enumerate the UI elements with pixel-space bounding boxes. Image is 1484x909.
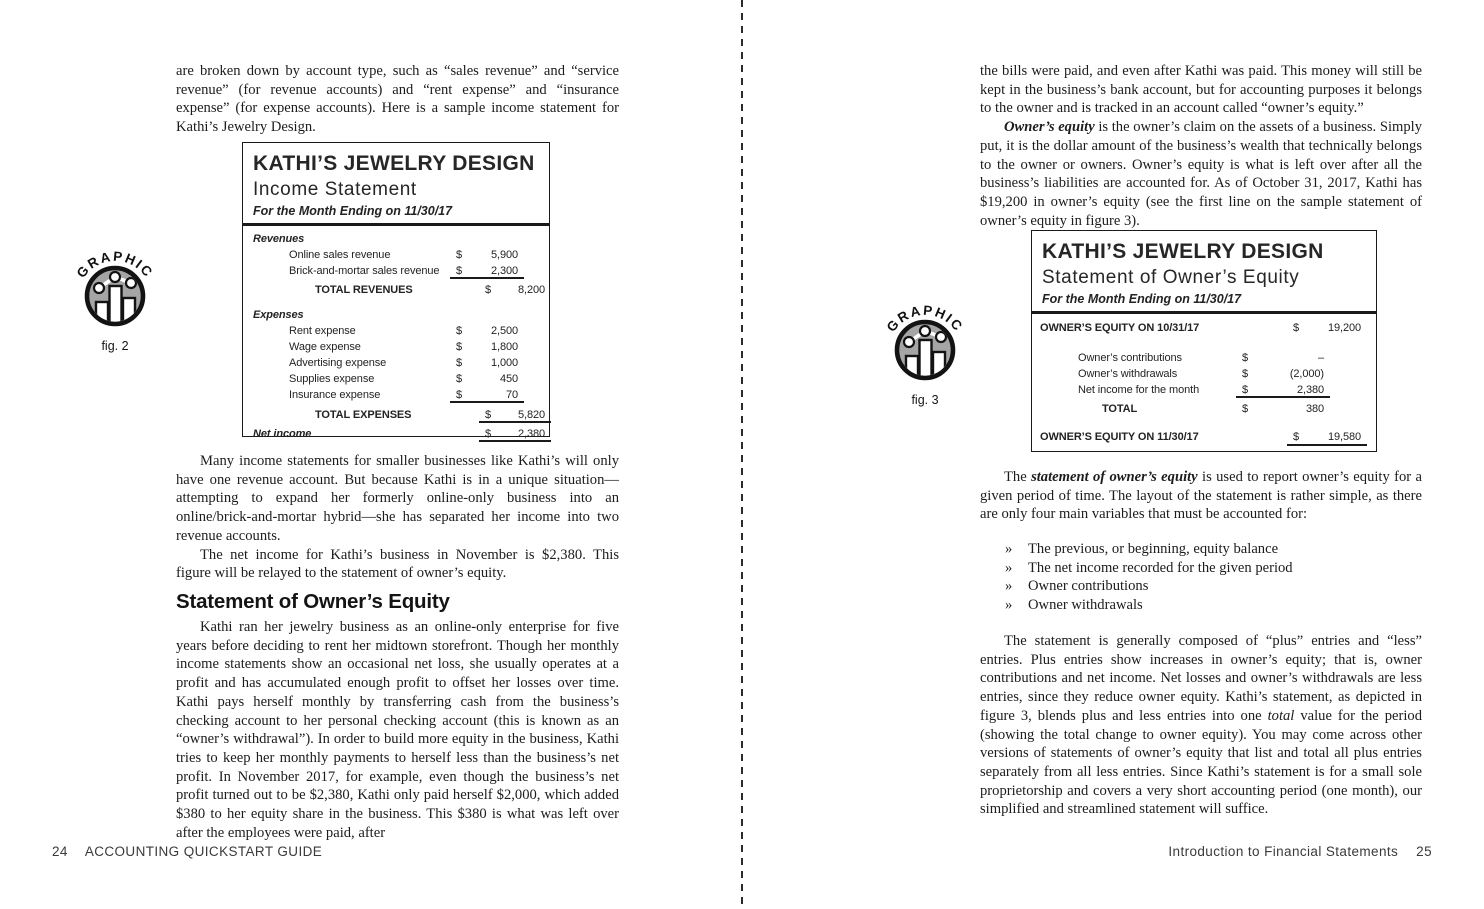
row-amount	[450, 263, 524, 279]
row-amount	[450, 387, 524, 403]
row-amount	[1236, 401, 1330, 417]
company-name: KATHI’S JEWELRY DESIGN	[1042, 240, 1324, 263]
section-label: Expenses	[253, 309, 304, 321]
text-block	[980, 62, 1422, 230]
spacer	[1032, 337, 1376, 350]
paragraph: The net income for Kathi’s business in November is $2,380. This figure will be relayed to the statement of owner’s equity.	[176, 546, 619, 582]
paragraph	[980, 118, 1422, 230]
row-amount	[450, 323, 524, 339]
amount-value: 1,000	[490, 357, 518, 369]
row-amount	[450, 371, 524, 387]
text-block	[176, 452, 619, 583]
amount-value: 380	[1305, 403, 1324, 415]
page-number: 25	[1416, 844, 1432, 859]
currency-symbol: $	[456, 249, 463, 261]
bullet-icon: »	[1005, 541, 1013, 557]
page-number: 24	[52, 844, 68, 859]
running-head: Introduction to Financial Statements	[1168, 844, 1399, 859]
list-item-text: The previous, or beginning, equity balance	[1028, 541, 1279, 557]
row-amount	[1236, 382, 1330, 398]
row-label: OWNER’S EQUITY ON 10/31/17	[1040, 322, 1200, 334]
row-amount	[479, 426, 551, 442]
bullet-icon: »	[1005, 597, 1013, 614]
currency-symbol: $	[1293, 431, 1300, 443]
row-label: TOTAL EXPENSES	[315, 409, 412, 421]
row-label: Insurance expense	[289, 389, 381, 401]
statement-body	[243, 226, 549, 442]
paragraph: Many income statements for smaller businesses like Kathi’s will only have one revenue account. But because Kathi is in a unique situation—attempting to expand her formerly online-only business into an online/brick-and-mortar hybrid—she has separated her income into two revenue accounts.	[176, 453, 619, 544]
row-amount	[450, 247, 524, 263]
amount-value: 2,380	[517, 428, 545, 440]
footer-right	[980, 844, 1432, 859]
row-label: Net income for the month	[1078, 384, 1200, 396]
amount-value: 2,300	[490, 265, 518, 277]
amount-value: 5,900	[490, 249, 518, 261]
row-label: TOTAL	[1102, 403, 1138, 415]
bullet-icon: »	[1005, 559, 1013, 576]
statement-row	[243, 247, 549, 263]
spacer	[243, 298, 549, 307]
row-label: OWNER’S EQUITY ON 11/30/17	[1040, 431, 1199, 443]
chart-graphic-icon	[883, 286, 967, 390]
row-label: Advertising expense	[289, 357, 387, 369]
figure-caption: fig. 3	[911, 393, 939, 407]
running-head: ACCOUNTING QUICKSTART GUIDE	[84, 844, 323, 859]
total-row	[243, 282, 549, 298]
paragraph	[980, 468, 1422, 524]
bullet-list	[980, 540, 1422, 615]
amount-value: 70	[505, 389, 518, 401]
currency-symbol: $	[1242, 403, 1249, 415]
paragraph-text: The	[1004, 469, 1032, 485]
statement-period: For the Month Ending on 11/30/17	[253, 204, 453, 218]
amount-value: 2,380	[1296, 384, 1324, 396]
row-amount	[1236, 366, 1330, 382]
paragraph: Kathi ran her jewelry business as an online-only enterprise for five years before deciding to rent her midtown storefront. Though her monthly income statements show an occasional net loss, she usually operates at a profit and has accumulated enough profit to offset her losses over time. Kathi pays herself monthly by transferring cash from the business’s checking account to her personal checking account (this is known as an “owner’s withdrawal”). In order to build more equity in the business, Kathi tries to keep her monthly payments to herself less than the business’s net profit. In November 2017, for example, even though the business’s net profit turned out to be $2,380, Kathi only paid herself $2,000, which added $380 to her equity share in the business. This $380 is what was left over after the employees were paid, after	[176, 619, 619, 841]
row-label: Net income	[253, 428, 312, 440]
row-label: Online sales revenue	[289, 249, 391, 261]
row-label: Owner’s withdrawals	[1078, 368, 1178, 380]
graphic-arc-text: GRAPHIC	[73, 248, 157, 281]
list-item-text: Owner withdrawals	[1028, 597, 1143, 614]
section-heading: Statement of Owner’s Equity	[176, 590, 450, 613]
currency-symbol: $	[456, 357, 463, 369]
list-item	[980, 540, 1422, 559]
term-owners-equity: Owner’s equity	[1004, 119, 1095, 136]
graphic-arc-text: GRAPHIC	[883, 302, 967, 335]
page-right	[742, 0, 1484, 909]
figure-owners-equity-statement	[1031, 230, 1377, 452]
statement-row	[243, 387, 549, 403]
amount-value: 8,200	[517, 284, 545, 296]
statement-row	[1032, 350, 1376, 366]
graphic-badge-fig3	[883, 286, 967, 407]
statement-row	[243, 355, 549, 371]
amount-value: 1,800	[490, 341, 518, 353]
paragraph: the bills were paid, and even after Kathi was paid. This money will still be kept in the business’s bank account, but for accounting purposes it belongs to the owner and is tracked in an account called “owner’s equity.”	[980, 63, 1422, 117]
chart-graphic-icon	[73, 232, 157, 336]
spacer	[1032, 417, 1376, 428]
graphic-badge-fig2	[73, 232, 157, 353]
row-amount	[479, 407, 551, 423]
net-income-row	[243, 426, 549, 442]
amount-value: 19,200	[1327, 322, 1361, 334]
statement-row	[243, 323, 549, 339]
currency-symbol: $	[1242, 368, 1249, 380]
paragraph-text: value for the period (showing the total change to owner equity). You may come across other versions of statements of owner’s equity that list and total all plus entries separately from all less entries. Since Kathi’s statement is for a small sole proprietorship and covers a very short accounting period (one month), our simplified and streamlined statement will suffice.	[980, 707, 1422, 818]
list-item	[980, 559, 1422, 578]
paragraph	[980, 632, 1422, 819]
list-item-text: Owner contributions	[1028, 578, 1149, 595]
company-name: KATHI’S JEWELRY DESIGN	[253, 152, 535, 175]
row-label: TOTAL REVENUES	[315, 284, 413, 296]
section-row	[243, 231, 549, 247]
row-amount	[1287, 319, 1367, 337]
statement-title: Statement of Owner’s Equity	[1042, 267, 1300, 288]
row-amount	[479, 282, 551, 298]
statement-row	[1032, 428, 1376, 446]
statement-period: For the Month Ending on 11/30/17	[1042, 292, 1242, 306]
currency-symbol: $	[1242, 352, 1249, 364]
amount-value: 450	[499, 373, 518, 385]
currency-symbol: $	[456, 341, 463, 353]
row-label: Brick-and-mortar sales revenue	[289, 265, 440, 277]
section-row	[243, 307, 549, 323]
paragraph-text: is the owner’s claim on the assets of a business. Simply put, it is the dollar amount of the business’s wealth that technically belongs to the owner or owners. Owner’s equity is what is left over after all the business’s liabilities are accounted for. As of October 31, 2017, Kathi has $19,200 in owner’s equity (see the first line on the sample statement of owner’s equity in figure 3).	[980, 119, 1422, 229]
statement-row	[1032, 319, 1376, 337]
row-amount	[450, 355, 524, 371]
currency-symbol: $	[485, 409, 492, 421]
row-label: Supplies expense	[289, 373, 375, 385]
footer-left	[52, 844, 322, 859]
statement-row	[243, 339, 549, 355]
figure-header	[1032, 231, 1376, 307]
term-statement-of-owners-equity: statement of owner’s equity	[1031, 469, 1198, 485]
statement-row	[243, 263, 549, 279]
figure-caption: fig. 2	[101, 339, 129, 353]
currency-symbol: $	[456, 389, 463, 401]
emphasized-word: total	[1267, 707, 1295, 724]
row-label: Rent expense	[289, 325, 356, 337]
statement-row	[1032, 366, 1376, 382]
currency-symbol: $	[485, 284, 492, 296]
figure-header	[243, 143, 549, 219]
list-item	[980, 596, 1422, 615]
statement-row	[243, 371, 549, 387]
row-label: Wage expense	[289, 341, 361, 353]
currency-symbol: $	[456, 265, 463, 277]
currency-symbol: $	[456, 325, 463, 337]
currency-symbol: $	[1242, 384, 1249, 396]
statement-row	[1032, 382, 1376, 398]
amount-value: –	[1317, 352, 1324, 364]
list-item-text: The net income recorded for the given period	[1028, 559, 1293, 576]
statement-body	[1032, 314, 1376, 446]
row-amount	[450, 339, 524, 355]
row-label: Owner’s contributions	[1078, 352, 1182, 364]
paragraph-text: is used to report owner’s equity for a given period of time. The layout of the statement is rather simple, as there are only four main variables that must be accounted for:	[980, 469, 1422, 523]
paragraph-intro: are broken down by account type, such as “sales revenue” and “service revenue” (for revenue accounts) and “rent expense” and “insurance expense” (for expense accounts). Here is a sample income statement for Kathi’s Jewelry Design.	[176, 63, 619, 136]
total-row	[243, 407, 549, 423]
paragraph-text: The statement is generally composed of “plus” entries and “less” entries. Plus entries show increases in owner’s equity; that is, owner contributions and net income. Net losses and owner’s withdrawals are less entries, since they reduce owner equity. Kathi’s statement, as depicted in figure 3, blends plus and less entries into one	[980, 633, 1422, 724]
amount-value: (2,000)	[1289, 368, 1324, 380]
amount-value: 5,820	[517, 409, 545, 421]
row-amount	[1287, 428, 1367, 446]
bullet-icon: »	[1005, 578, 1013, 595]
row-amount	[1236, 350, 1330, 366]
figure-income-statement	[242, 142, 550, 440]
section-label: Revenues	[253, 233, 305, 245]
statement-title: Income Statement	[253, 179, 417, 200]
amount-value: 19,580	[1327, 431, 1361, 443]
list-item	[980, 577, 1422, 596]
currency-symbol: $	[456, 373, 463, 385]
currency-symbol: $	[1293, 322, 1300, 334]
total-row	[1032, 401, 1376, 417]
currency-symbol: $	[485, 428, 492, 440]
amount-value: 2,500	[490, 325, 518, 337]
